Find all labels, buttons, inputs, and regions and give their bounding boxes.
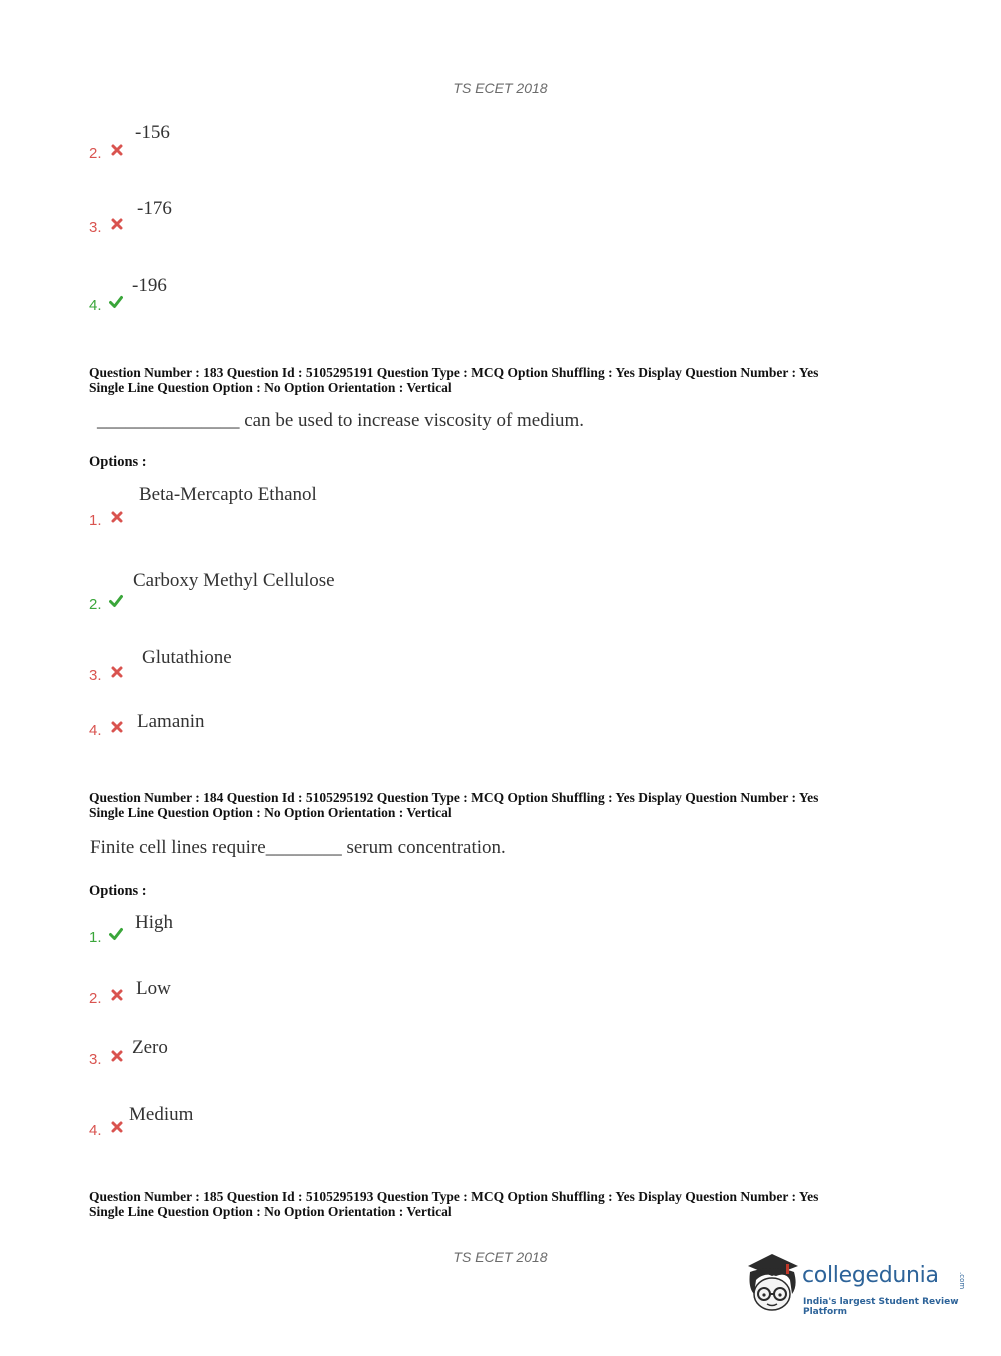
option-number: 2. bbox=[89, 145, 102, 162]
option-number: 4. bbox=[89, 722, 102, 739]
question-meta-line: Single Line Question Option : No Option Orientation : Vertical bbox=[89, 380, 452, 395]
option-text: Medium bbox=[129, 1104, 194, 1125]
cross-icon bbox=[110, 510, 124, 524]
question-meta bbox=[89, 790, 919, 820]
option-text: Zero bbox=[132, 1037, 168, 1058]
question-text bbox=[97, 410, 584, 432]
option-number: 4. bbox=[89, 297, 102, 314]
question-meta bbox=[89, 1189, 919, 1219]
option-number: 3. bbox=[89, 219, 102, 236]
option-number: 3. bbox=[89, 1051, 102, 1068]
question-meta-line: Question Number : 183 Question Id : 5105295191 Question Type : MCQ Option Shuffling : Yes Display Question Number : Yes bbox=[89, 365, 819, 380]
option-number: 1. bbox=[89, 512, 102, 529]
option-number: 4. bbox=[89, 1122, 102, 1139]
question-text bbox=[90, 837, 506, 859]
page-footer: TS ECET 2018 bbox=[453, 1249, 548, 1265]
option-text: High bbox=[135, 912, 173, 933]
options-label: Options : bbox=[89, 883, 147, 899]
check-icon bbox=[109, 295, 123, 309]
cross-icon bbox=[110, 143, 124, 157]
option-number: 2. bbox=[89, 990, 102, 1007]
question-meta-line: Single Line Question Option : No Option Orientation : Vertical bbox=[89, 805, 452, 820]
option-text: Beta-Mercapto Ethanol bbox=[139, 484, 317, 505]
answer-blank: ________ bbox=[265, 837, 342, 858]
question-body: Finite cell lines require bbox=[90, 837, 266, 858]
option-text: -156 bbox=[135, 122, 170, 143]
check-icon bbox=[109, 594, 123, 608]
option-number: 2. bbox=[89, 596, 102, 613]
cross-icon bbox=[110, 988, 124, 1002]
question-meta-line: Single Line Question Option : No Option Orientation : Vertical bbox=[89, 1204, 452, 1219]
brand-suffix: .com bbox=[958, 1272, 966, 1290]
cross-icon bbox=[110, 665, 124, 679]
answer-blank: _______________ bbox=[97, 410, 240, 431]
mascot-logo-icon bbox=[742, 1250, 802, 1318]
check-icon bbox=[109, 927, 123, 941]
question-meta-line: Question Number : 184 Question Id : 5105295192 Question Type : MCQ Option Shuffling : Yes Display Question Number : Yes bbox=[89, 790, 819, 805]
question-meta bbox=[89, 365, 919, 395]
question-body: serum concentration. bbox=[346, 837, 506, 858]
option-text: Lamanin bbox=[137, 711, 205, 732]
cross-icon bbox=[110, 1120, 124, 1134]
option-text: -176 bbox=[137, 198, 172, 219]
brand-name: collegedunia bbox=[802, 1263, 939, 1288]
cross-icon bbox=[110, 1049, 124, 1063]
options-label: Options : bbox=[89, 454, 147, 470]
option-text: Glutathione bbox=[142, 647, 232, 668]
cross-icon bbox=[110, 217, 124, 231]
option-number: 3. bbox=[89, 667, 102, 684]
option-text: Low bbox=[136, 978, 171, 999]
brand-tagline: India's largest Student Review Platform bbox=[803, 1297, 959, 1317]
option-text: Carboxy Methyl Cellulose bbox=[133, 570, 335, 591]
question-meta-line: Question Number : 185 Question Id : 5105295193 Question Type : MCQ Option Shuffling : Yes Display Question Number : Yes bbox=[89, 1189, 819, 1204]
page-header: TS ECET 2018 bbox=[453, 80, 548, 96]
question-body: can be used to increase viscosity of medium. bbox=[244, 410, 585, 431]
cross-icon bbox=[110, 720, 124, 734]
option-text: -196 bbox=[132, 275, 167, 296]
option-number: 1. bbox=[89, 929, 102, 946]
